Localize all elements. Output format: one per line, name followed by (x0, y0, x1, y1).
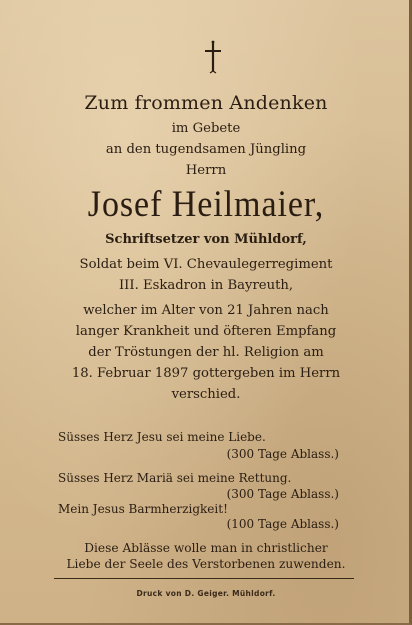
prayer-text: Süsses Herz Jesu sei meine Liebe. (58, 430, 266, 444)
closing-line: Diese Ablässe wolle man in christlicher (84, 541, 328, 555)
printer-imprint: Druck von D. Geiger. Mühldorf. (136, 589, 276, 598)
intro-line: an den tugendsamen Jüngling (105, 142, 307, 157)
body-line: langer Krankheit und öfteren Empfang (75, 324, 337, 339)
card-title: Zum frommen Andenken (84, 92, 328, 114)
service-line: Soldat beim VI. Chevaulegerregiment (79, 257, 333, 272)
indulgence-note: (300 Tage Ablass.) (226, 487, 339, 501)
intro-line: im Gebete (171, 121, 241, 136)
body-line: verschied. (171, 387, 241, 402)
deceased-name: Josef Heilmaier, (87, 184, 325, 225)
prayer-text: Mein Jesus Barmherzigkeit! (58, 502, 228, 516)
service-line: III. Eskadron in Bayreuth, (118, 278, 294, 293)
body-line: welcher im Alter von 21 Jahren nach (83, 303, 329, 318)
indulgence-note: (300 Tage Ablass.) (226, 447, 339, 461)
closing-line: Liebe der Seele des Verstorbenen zuwenden. (66, 557, 346, 571)
prayer-text: Süsses Herz Mariä sei meine Rettung. (58, 471, 292, 485)
indulgence-note: (100 Tage Ablass.) (226, 517, 339, 531)
cross-icon (201, 40, 225, 74)
occupation-line: Schriftsetzer von Mühldorf, (105, 232, 307, 247)
body-line: der Tröstungen der hl. Religion am (88, 345, 324, 360)
body-line: 18. Februar 1897 gottergeben im Herrn (71, 366, 341, 381)
intro-line: Herrn (185, 163, 227, 178)
divider-rule (54, 578, 354, 579)
